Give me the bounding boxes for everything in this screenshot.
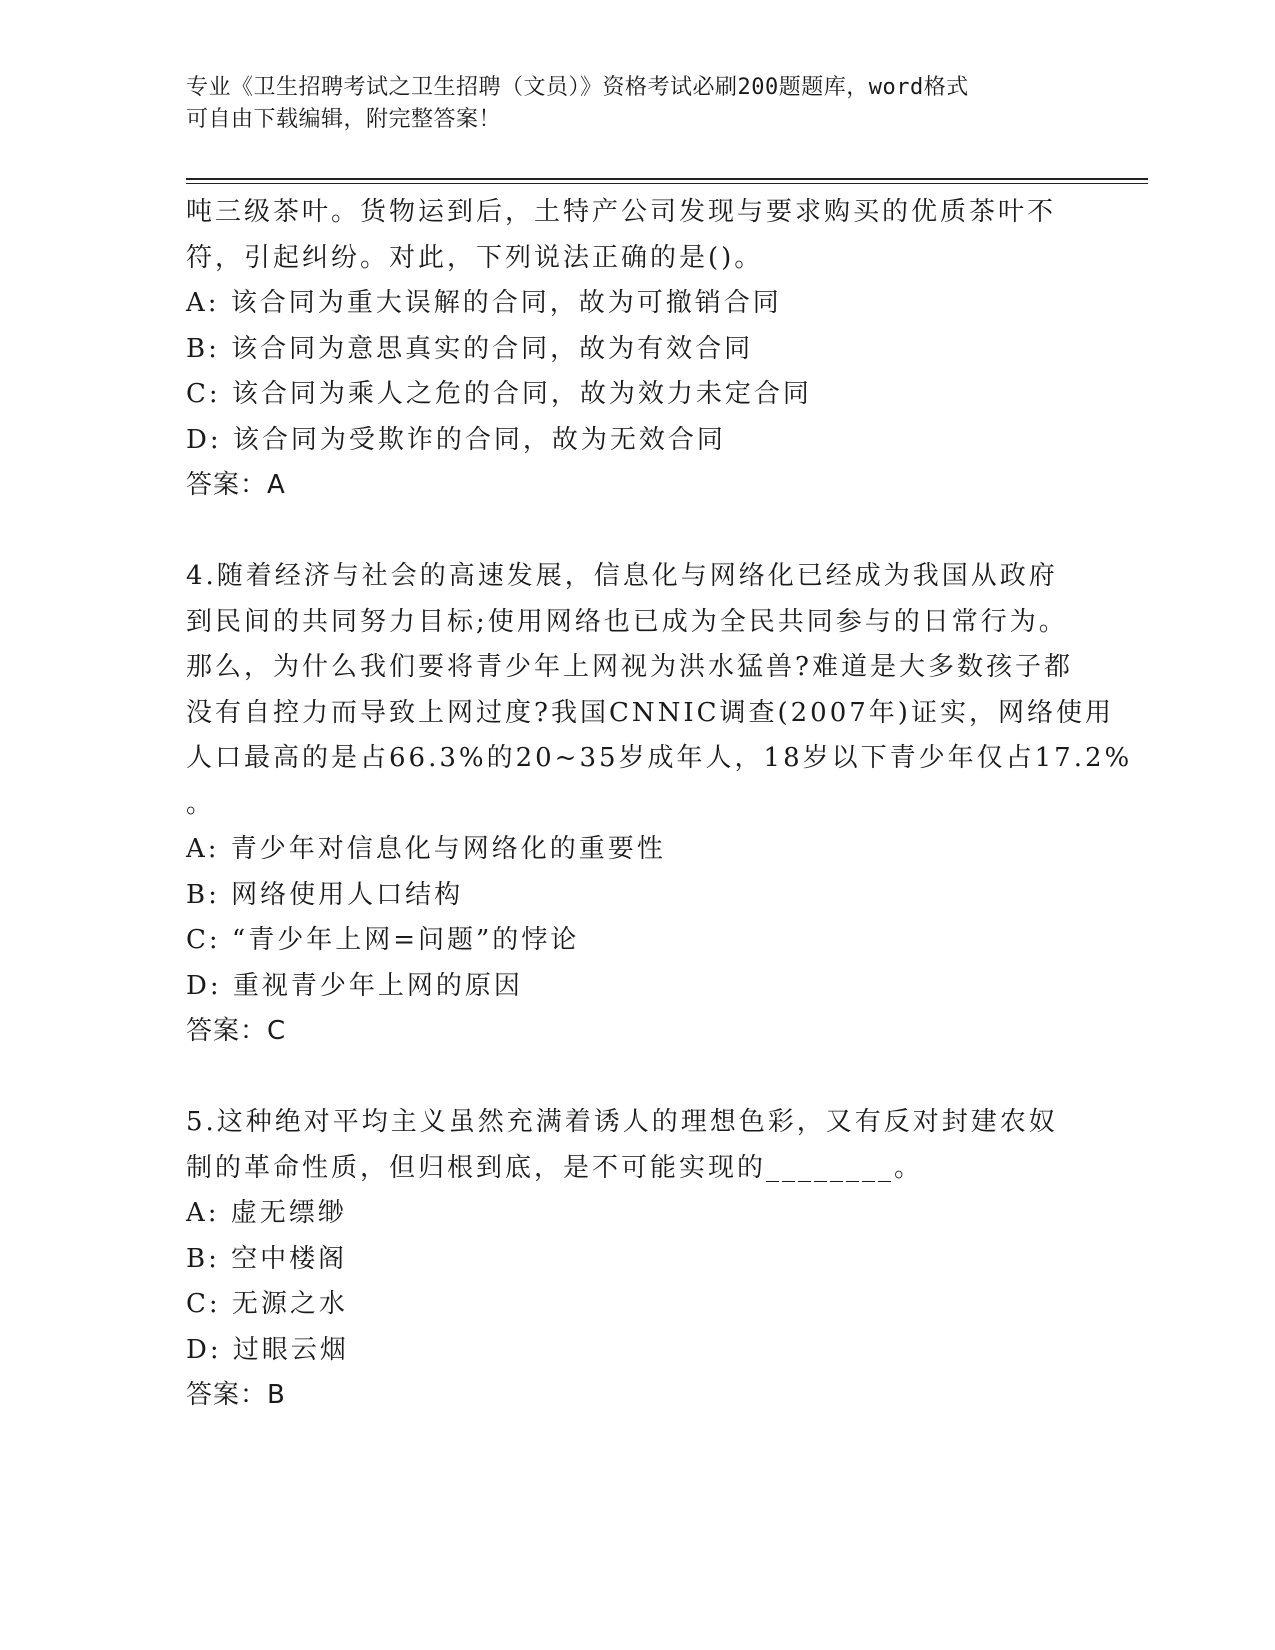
option-d: D: 重视青少年上网的原因 — [186, 970, 523, 1001]
option-c: C: “青少年上网=问题”的悖论 — [186, 925, 580, 955]
option-b: B: 空中楼阁 — [186, 1243, 348, 1274]
question-stem-line: 那么，为什么我们要将青少年上网视为洪水猛兽?难道是大多数孩子都 — [186, 652, 1073, 682]
spacer — [186, 509, 1086, 555]
option-b: B: 网络使用人口结构 — [186, 879, 464, 910]
answer-label: 答案：A — [186, 470, 286, 500]
option-a: A: 青少年对信息化与网络化的重要性 — [186, 834, 666, 864]
question-stem-line: 没有自控力而导致上网过度?我国CNNIC调查(2007年)证实，网络使用 — [186, 697, 1114, 728]
option-c: C: 该合同为乘人之危的合同，故为效力未定合同 — [186, 379, 812, 409]
question-stem-line: 。 — [186, 788, 216, 819]
header-divider-thin — [186, 183, 1148, 184]
spacer — [186, 1055, 1086, 1101]
option-d: D: 过眼云烟 — [186, 1334, 349, 1365]
question-stem-line: 5.这种绝对平均主义虽然充满着诱人的理想色彩，又有反对封建农奴 — [186, 1107, 1058, 1137]
question-stem-line: 吨三级茶叶。货物运到后，土特产公司发现与要求购买的优质茶叶不 — [186, 197, 1057, 227]
question-4 — [186, 554, 1133, 1055]
question-stem-line: 到民间的共同努力目标;使用网络也已成为全民共同参与的日常行为。 — [186, 606, 1068, 637]
header-divider-thick — [186, 178, 1148, 180]
question-stem-line: 制的革命性质，但归根到底，是不可能实现的________。 — [186, 1152, 924, 1183]
option-a: A: 虚无缥缈 — [186, 1198, 347, 1228]
answer-label: 答案：B — [186, 1380, 286, 1410]
document-header — [186, 72, 1066, 136]
answer-label: 答案：C — [186, 1016, 287, 1046]
question-5 — [186, 1100, 1086, 1419]
question-stem-line: 人口最高的是占66.3%的20~35岁成年人，18岁以下青少年仅占17.2% — [186, 743, 1133, 773]
question-3 — [186, 190, 1086, 509]
question-stem-line: 符，引起纠纷。对此，下列说法正确的是()。 — [186, 242, 764, 273]
option-b: B: 该合同为意思真实的合同，故为有效合同 — [186, 333, 754, 364]
option-d: D: 该合同为受欺诈的合同，故为无效合同 — [186, 424, 726, 455]
question-stem-line: 4.随着经济与社会的高速发展，信息化与网络化已经成为我国从政府 — [186, 561, 1058, 591]
option-c: C: 无源之水 — [186, 1289, 348, 1319]
header-title-line-1: 专业《卫生招聘考试之卫生招聘（文员）》资格考试必刷200题题库，word格式 — [186, 75, 969, 100]
header-title-line-2: 可自由下载编辑，附完整答案！ — [186, 107, 502, 132]
option-a: A: 该合同为重大误解的合同，故为可撤销合同 — [186, 288, 782, 318]
question-content — [186, 190, 1133, 1419]
